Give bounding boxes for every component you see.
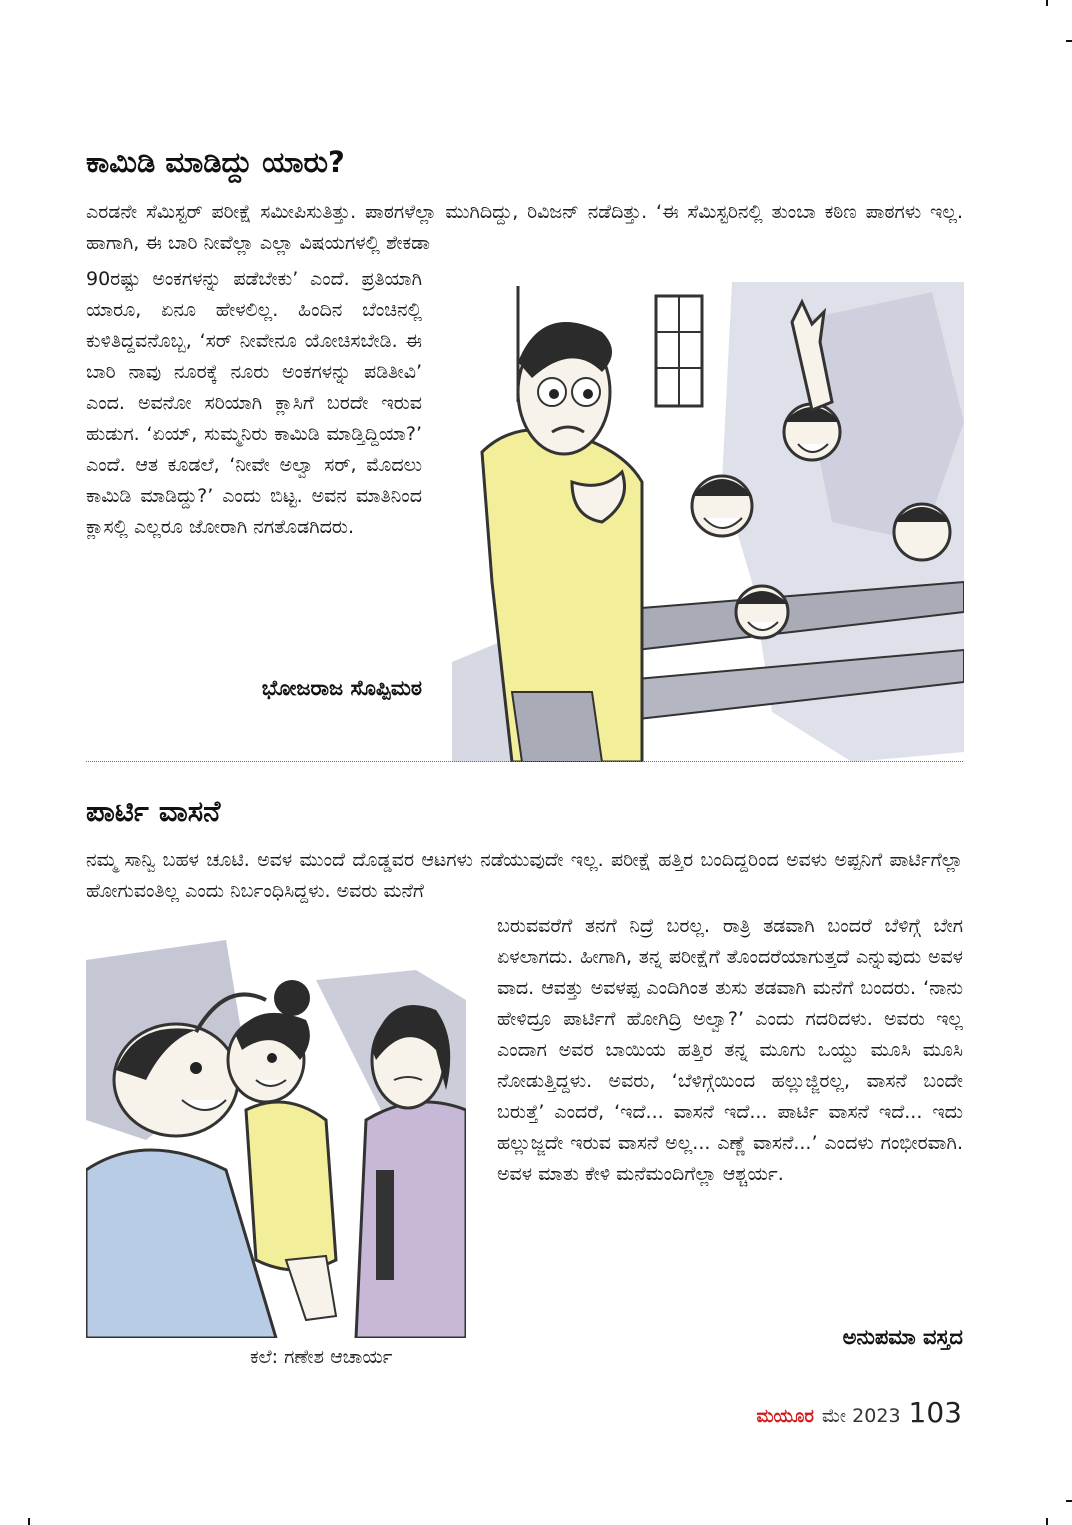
story1-body: 90ರಷ್ಟು ಅಂಕಗಳನ್ನು ಪಡೆಬೇಕು’ ಎಂದೆ. ಪ್ರತಿಯಾಗಿ ಯಾರೂ, ಏನೂ ಹೇಳಲಿಲ್ಲ. ಹಿಂದಿನ ಬೆಂಚಿನಲ್ಲಿ ಕುಳಿತಿದ್ದವನೊಬ್ಬ, ‘ಸರ್ ನೀವೇನೂ ಯೋಚಿಸಬೇಡಿ. ಈ ಬಾರಿ ನಾವು ನೂರಕ್ಕೆ ನೂರು ಅಂಕಗಳನ್ನು ಪಡಿತೀವಿ’ ಎಂದ. ಅವನೋ ಸರಿಯಾಗಿ ಕ್ಲಾಸಿಗೆ ಬರದೇ ಇರುವ ಹುಡುಗ. ‘ಏಯ್, ಸುಮ್ಮನಿರು ಕಾಮಿಡಿ ಮಾಡ್ತಿದ್ದಿಯಾ?’ ಎಂದೆ. ಆತ ಕೂಡಲೆ, ‘ನೀವೇ ಅಲ್ವಾ ಸರ್, ಮೊದಲು ಕಾಮಿಡಿ ಮಾಡಿದ್ದು?’ ಎಂದು ಬಿಟ್ಟ. ಅವನ ಮಾತಿನಿಂದ ಕ್ಲಾಸಲ್ಲಿ ಎಲ್ಲರೂ ಜೋರಾಗಿ ನಗತೊಡಗಿದರು. — [86, 268, 422, 538]
crop-mark — [28, 1518, 30, 1525]
story2-author: ಅನುಪಮಾ ವಸ್ತದ — [842, 1325, 963, 1349]
story1-intro: ಎರಡನೇ ಸೆಮಿಸ್ಟರ್ ಪರೀಕ್ಷೆ ಸಮೀಪಿಸುತಿತ್ತು. ಪಾಠಗಳೆಲ್ಲಾ ಮುಗಿದಿದ್ದು, ರಿವಿಜನ್ ನಡೆದಿತ್ತು. ‘ಈ ಸೆಮಿಸ್ಟರಿನಲ್ಲಿ ತುಂಬಾ ಕಠಿಣ ಪಾಠಗಳು ಇಲ್ಲ. ಹಾಗಾಗಿ, ಈ ಬಾರಿ ನೀವೆಲ್ಲಾ ಎಲ್ಲಾ ವಿಷಯಗಳಲ್ಲಿ ಶೇಕಡಾ — [86, 201, 963, 254]
story2-body: ಬರುವವರೆಗೆ ತನಗೆ ನಿದ್ರೆ ಬರಲ್ಲ. ರಾತ್ರಿ ತಡವಾಗಿ ಬಂದರೆ ಬೆಳಿಗ್ಗೆ ಬೇಗ ಏಳಲಾಗದು. ಹೀಗಾಗಿ, ತನ್ನ ಪರೀಕ್ಷೆಗೆ ತೊಂದರೆಯಾಗುತ್ತದೆ ಎನ್ನುವುದು ಅವಳ ವಾದ. ಆವತ್ತು ಅವಳಪ್ಪ ಎಂದಿಗಿಂತ ತುಸು ತಡವಾಗಿ ಮನೆಗೆ ಬಂದರು. ‘ನಾನು ಹೇಳಿದ್ರೂ ಪಾರ್ಟಿಗೆ ಹೋಗಿದ್ರಿ ಅಲ್ವಾ?’ ಎಂದು ಗದರಿದಳು. ಅವರು ಇಲ್ಲ ಎಂದಾಗ ಅವರ ಬಾಯಿಯ ಹತ್ತಿರ ತನ್ನ ಮೂಗು ಒಯ್ದು ಮೂಸಿ ಮೂಸಿ ನೋಡುತ್ತಿದ್ದಳು. ಅವರು, ‘ಬೆಳಿಗ್ಗೆಯಿಂದ ಹಲ್ಲುಜ್ಜಿರಲ್ಲ, ವಾಸನೆ ಬಂದೇ ಬರುತ್ತೆ’ ಎಂದರೆ, ‘ಇದೆ... ವಾಸನೆ ಇದೆ... ಪಾರ್ಟಿ ವಾಸನೆ ಇದೆ... ಇದು ಹಲ್ಲುಜ್ಜದೇ ಇರುವ ವಾಸನೆ ಅಲ್ಲ... ಎಣ್ಣೆ ವಾಸನೆ...’ ಎಂದಳು ಗಂಭೀರವಾಗಿ. ಅವಳ ಮಾತು ಕೇಳಿ ಮನೆಮಂದಿಗೆಲ್ಲಾ ಆಶ್ಚರ್ಯ. — [497, 915, 963, 1185]
magazine-name: ಮಯೂರ — [756, 1406, 814, 1427]
crop-mark — [1066, 40, 1072, 42]
issue-date: ಮೇ 2023 — [821, 1405, 901, 1427]
family-illustration — [86, 940, 466, 1338]
story2-intro: ನಮ್ಮ ಸಾನ್ವಿ ಬಹಳ ಚೂಟಿ. ಅವಳ ಮುಂದೆ ದೊಡ್ಡವರ ಆಟಗಳು ನಡೆಯುವುದೇ ಇಲ್ಲ. ಪರೀಕ್ಷೆ ಹತ್ತಿರ ಬಂದಿದ್ದರಿಂದ ಅವಳು ಅಪ್ಪನಿಗೆ ಪಾರ್ಟಿಗೆಲ್ಲಾ ಹೋಗುವಂತಿಲ್ಲ ಎಂದು ನಿರ್ಬಂಧಿಸಿದ್ದಳು. ಅವರು ಮನೆಗೆ — [86, 849, 963, 902]
classroom-illustration — [452, 282, 964, 762]
story1-author: ಭೋಜರಾಜ ಸೊಪ್ಪಿಮಠ — [261, 676, 422, 700]
story2-title: ಪಾರ್ಟಿ ವಾಸನೆ — [86, 794, 221, 828]
page-number: 103 — [908, 1396, 962, 1429]
illustration-credit: ಕಲೆ: ಗಣೇಶ ಆಚಾರ್ಯ — [250, 1346, 393, 1368]
story-divider — [86, 761, 963, 762]
crop-mark — [1046, 1518, 1048, 1525]
story1-title: ಕಾಮಿಡಿ ಮಾಡಿದ್ದು ಯಾರು? — [86, 145, 345, 179]
page-footer — [756, 1396, 962, 1429]
crop-mark — [1066, 1500, 1072, 1502]
crop-mark — [1046, 0, 1048, 6]
